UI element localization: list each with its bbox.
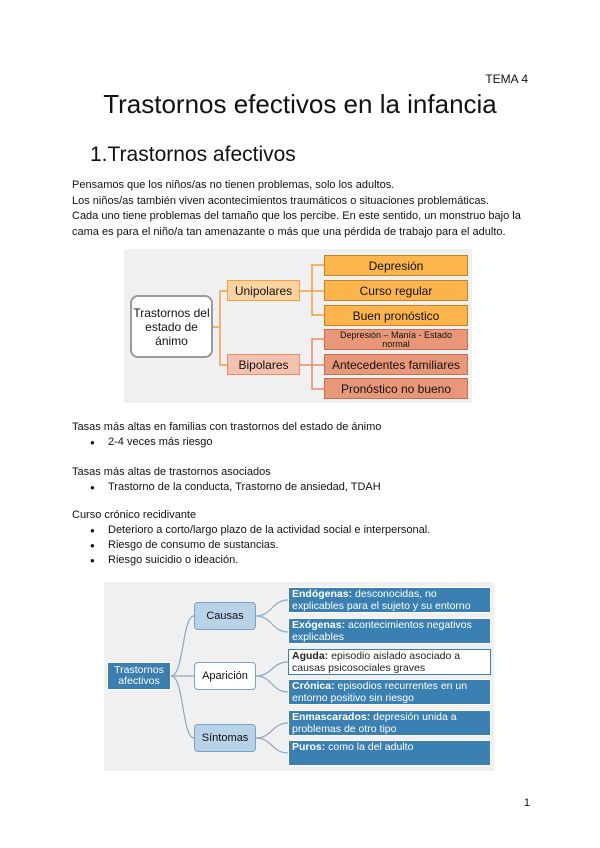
causas-leaf: [288, 587, 491, 613]
page-number: 1: [523, 797, 530, 809]
term-label: Enmascarados:: [292, 711, 371, 723]
list-item: ● Trastorno de la conducta, Trastorno de ansiedad, TDAH: [90, 480, 381, 495]
aparicion-leaf: [288, 649, 491, 675]
sintomas-leaf: [288, 740, 491, 766]
aparicion-leaf: [288, 679, 491, 705]
term-label: Endógenas:: [292, 588, 353, 600]
intro-paragraph: [72, 178, 542, 240]
section-text: Curso crónico recidivante: [72, 509, 197, 521]
section-text: Tasas más altas en familias con trastornos del estado de ánimo: [72, 421, 382, 433]
term-label: Aguda:: [292, 650, 329, 662]
term-description: depresión unida a problemas de otro tipo: [292, 711, 457, 735]
term-label: Puros:: [292, 741, 326, 753]
sintomas-leaf: [288, 710, 491, 736]
term-label: Crónica:: [292, 680, 335, 692]
causas-leaf: [288, 618, 491, 644]
unipolares-node: Unipolares: [227, 280, 300, 301]
diagram-root-node: Trastornos afectivos: [107, 662, 171, 690]
bipolar-leaf: Pronóstico no bueno: [324, 378, 468, 399]
term-description: como la del adulto: [325, 741, 414, 753]
bullet-list: [90, 480, 381, 495]
topic-label: TEMA 4: [485, 72, 528, 86]
diagram-root-node: Trastornos del estado de ánimo: [130, 295, 213, 358]
aparicion-node: Aparición: [194, 662, 256, 690]
section-text: Tasas más altas de trastornos asociados: [72, 466, 271, 478]
affective-disorders-diagram: [104, 582, 494, 771]
bipolar-leaf: Depresión – Manía - Estado normal: [324, 329, 468, 350]
intro-line: Los niños/as también viven acontecimientos traumáticos o situaciones problemáticas.: [72, 194, 489, 207]
term-description: desconocidas, no explicables para el sujeto y su entorno: [292, 588, 471, 612]
intro-line: Pensamos que los niños/as no tienen problemas, solo los adultos.: [72, 179, 395, 191]
causas-node: Causas: [194, 602, 256, 630]
list-item: ● 2-4 veces más riesgo: [90, 435, 213, 450]
mood-disorders-diagram: [124, 249, 472, 403]
term-description: episodio aislado asociado a causas psicosociales graves: [292, 650, 461, 674]
intro-line: cama es para el niño/a tan amenazante o más que una pérdida de trabajo para el adulto.: [72, 225, 506, 238]
unipolar-leaf: Buen pronóstico: [324, 305, 468, 326]
page-title: Trastornos efectivos en la infancia: [103, 89, 497, 119]
sintomas-node: Síntomas: [194, 724, 256, 752]
bipolar-leaf: Antecedentes familiares: [324, 354, 468, 375]
bullet-list: [90, 523, 430, 568]
list-item: ● Deterioro a corto/largo plazo de la actividad social e interpersonal.: [90, 523, 430, 538]
unipolar-leaf: Depresión: [324, 255, 468, 276]
bipolares-node: Bipolares: [227, 354, 300, 375]
list-item: ● Riesgo suicidio o ideación.: [90, 553, 430, 568]
intro-line: Cada uno tiene problemas del tamaño que los percibe. En este sentido, un monstruo bajo la: [72, 210, 521, 222]
section-heading: 1.Trastornos afectivos: [90, 143, 296, 166]
unipolar-leaf: Curso regular: [324, 280, 468, 301]
term-label: Exógenas:: [292, 619, 346, 631]
bullet-list: [90, 435, 213, 450]
term-description: acontecimientos negativos explicables: [292, 619, 472, 643]
list-item: ● Riesgo de consumo de sustancias.: [90, 538, 430, 553]
term-description: episodios recurrentes en un entorno positivo sin riesgo: [292, 680, 468, 704]
